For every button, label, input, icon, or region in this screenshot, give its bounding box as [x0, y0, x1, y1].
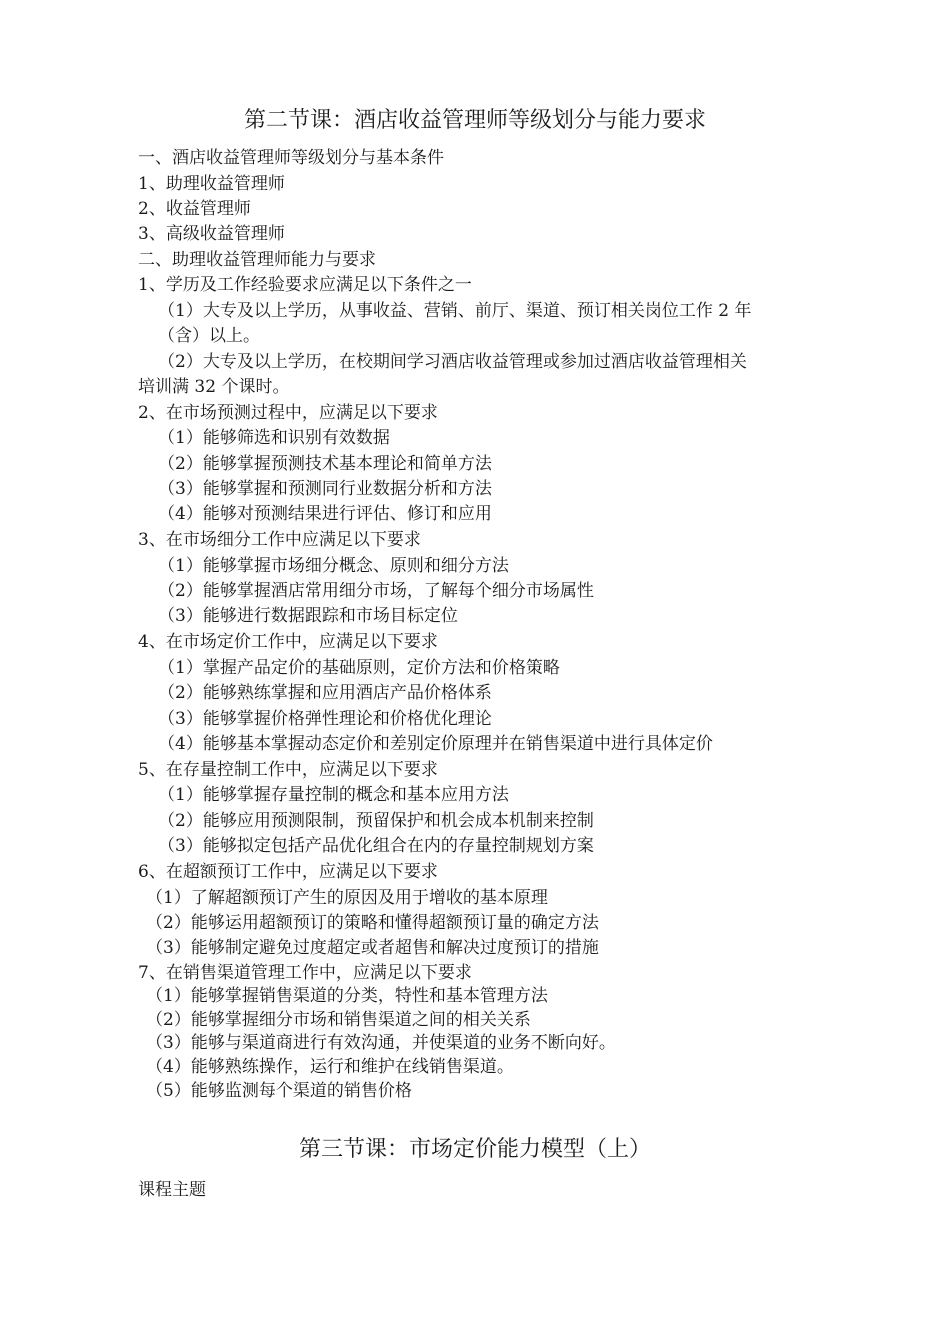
sub-item: （5）能够监测每个渠道的销售价格: [146, 1081, 412, 1101]
sub-item: （3）能够进行数据跟踪和市场目标定位: [158, 606, 458, 626]
sub-item: （1）了解超额预订产生的原因及用于增收的基本原理: [146, 888, 548, 908]
list-item: 7、在销售渠道管理工作中，应满足以下要求: [138, 963, 472, 983]
list-item: 4、在市场定价工作中，应满足以下要求: [138, 632, 438, 652]
list-item: 3、在市场细分工作中应满足以下要求: [138, 530, 421, 550]
sub-item: （2）能够运用超额预订的策略和懂得超额预订量的确定方法: [146, 913, 599, 933]
sub-item-cont: （含）以上。: [158, 326, 260, 346]
sub-item: （3）能够与渠道商进行有效沟通，并使渠道的业务不断向好。: [146, 1033, 616, 1053]
sub-item: （2）能够掌握酒店常用细分市场，了解每个细分市场属性: [158, 581, 594, 601]
sub-item: （4）能够对预测结果进行评估、修订和应用: [158, 504, 492, 524]
sub-item: （2）大专及以上学历，在校期间学习酒店收益管理或参加过酒店收益管理相关: [158, 352, 747, 372]
sub-item: （3）能够掌握价格弹性理论和价格优化理论: [158, 709, 492, 729]
sub-item: （1）能够掌握销售渠道的分类，特性和基本管理方法: [146, 986, 548, 1006]
list-item: 1、助理收益管理师: [138, 174, 285, 194]
sub-item-cont: 培训满 32 个课时。: [138, 377, 290, 397]
sub-item: （1）能够筛选和识别有效数据: [158, 428, 390, 448]
list-item: 1、学历及工作经验要求应满足以下条件之一: [138, 275, 472, 295]
list-item: 5、在存量控制工作中，应满足以下要求: [138, 760, 438, 780]
sub-item: （2）能够熟练掌握和应用酒店产品价格体系: [158, 683, 492, 703]
sub-item: （4）能够基本掌握动态定价和差别定价原理并在销售渠道中进行具体定价: [158, 734, 713, 754]
sub-item: （1）大专及以上学历，从事收益、营销、前厅、渠道、预订相关岗位工作 2 年: [158, 301, 752, 321]
sub-item: （1）掌握产品定价的基础原则，定价方法和价格策略: [158, 658, 560, 678]
section-3-title: 第三节课：市场定价能力模型（上）: [298, 1137, 651, 1162]
sub-item: （3）能够拟定包括产品优化组合在内的存量控制规划方案: [158, 836, 594, 856]
section-2-title: 第二节课：酒店收益管理师等级划分与能力要求: [243, 108, 706, 133]
sub-item: （2）能够掌握细分市场和销售渠道之间的相关关系: [146, 1010, 531, 1030]
sub-item: （1）能够掌握市场细分概念、原则和细分方法: [158, 556, 509, 576]
sub-item: （4）能够熟练操作，运行和维护在线销售渠道。: [146, 1057, 514, 1077]
sub-item: （2）能够应用预测限制，预留保护和机会成本机制来控制: [158, 811, 594, 831]
heading-1: 一、酒店收益管理师等级划分与基本条件: [138, 148, 444, 168]
sub-item: （3）能够掌握和预测同行业数据分析和方法: [158, 479, 492, 499]
sub-item: （1）能够掌握存量控制的概念和基本应用方法: [158, 785, 509, 805]
list-item: 2、在市场预测过程中，应满足以下要求: [138, 403, 438, 423]
list-item: 6、在超额预订工作中，应满足以下要求: [138, 862, 438, 882]
sub-item: （2）能够掌握预测技术基本理论和简单方法: [158, 454, 492, 474]
list-item: 2、收益管理师: [138, 199, 251, 219]
list-item: 3、高级收益管理师: [138, 224, 285, 244]
heading-2: 二、助理收益管理师能力与要求: [138, 250, 376, 270]
sub-item: （3）能够制定避免过度超定或者超售和解决过度预订的措施: [146, 938, 599, 958]
course-topic-label: 课程主题: [138, 1180, 206, 1200]
